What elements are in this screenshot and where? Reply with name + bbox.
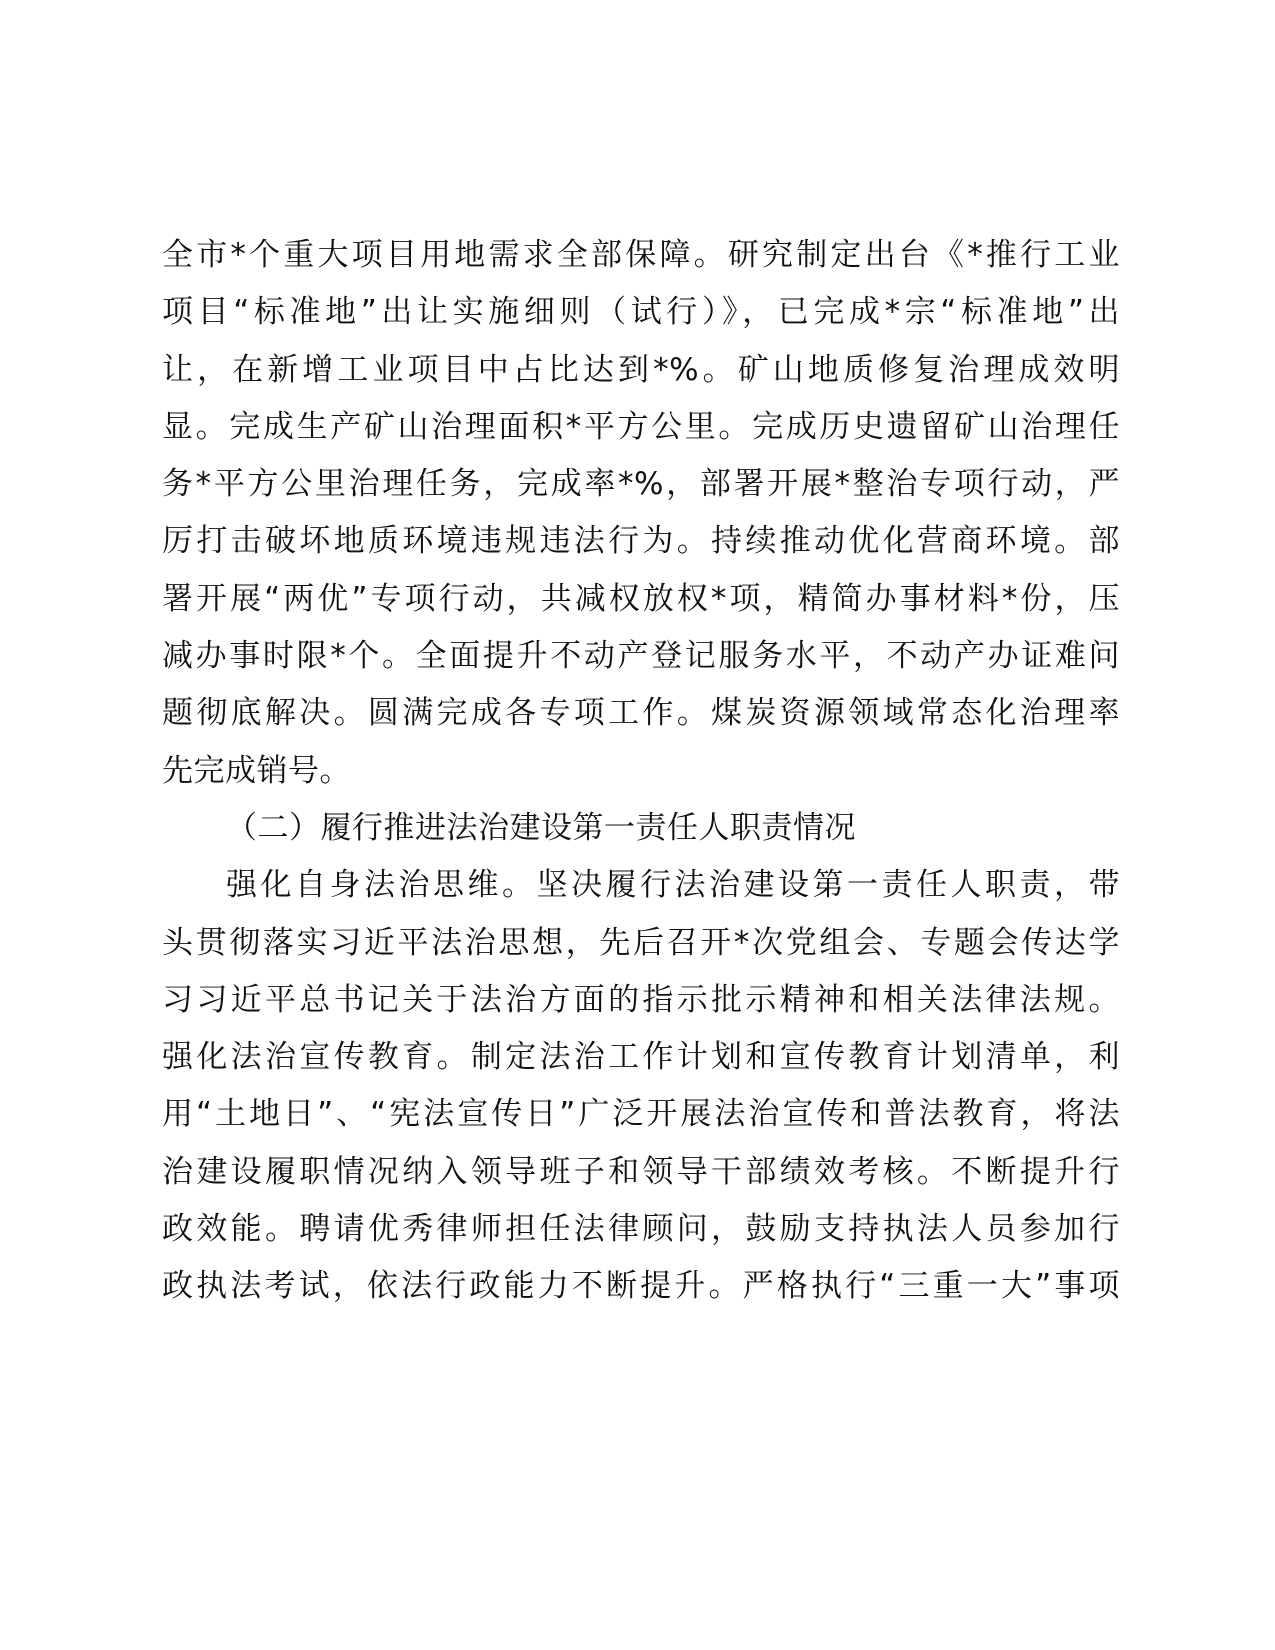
text-line: 政效能。聘请优秀律师担任法律顾问，鼓励支持执法人员参加行 xyxy=(162,1211,1120,1248)
text-line: 让，在新增工业项目中占比达到*%。矿山地质修复治理成效明 xyxy=(162,351,1120,388)
section-heading: （二）履行推进法治建设第一责任人职责情况 xyxy=(226,809,856,846)
text-line: 署开展“两优”专项行动，共减权放权*项，精简办事材料*份，压 xyxy=(162,580,1120,617)
text-line: 显。完成生产矿山治理面积*平方公里。完成历史遗留矿山治理任 xyxy=(162,408,1120,445)
text-line: 题彻底解决。圆满完成各专项工作。煤炭资源领域常态化治理率 xyxy=(162,695,1120,732)
text-line: 治建设履职情况纳入领导班子和领导干部绩效考核。不断提升行 xyxy=(162,1153,1120,1190)
text-line: 务*平方公里治理任务，完成率*%，部署开展*整治专项行动，严 xyxy=(162,466,1120,503)
text-line: 政执法考试，依法行政能力不断提升。严格执行“三重一大”事项 xyxy=(162,1268,1120,1305)
text-line: 项目“标准地”出让实施细则（试行）》，已完成*宗“标准地”出 xyxy=(162,294,1120,331)
document-body xyxy=(162,227,1120,1316)
text-line: 强化法治宣传教育。制定法治工作计划和宣传教育计划清单，利 xyxy=(162,1039,1120,1076)
text-line: 用“土地日”、“宪法宣传日”广泛开展法治宣传和普法教育，将法 xyxy=(162,1096,1120,1133)
text-line: 减办事时限*个。全面提升不动产登记服务水平，不动产办证难问 xyxy=(162,638,1120,675)
text-line: 头贯彻落实习近平法治思想，先后召开*次党组会、专题会传达学 xyxy=(162,924,1120,961)
text-line: 厉打击破坏地质环境违规违法行为。持续推动优化营商环境。部 xyxy=(162,523,1120,560)
text-line: 先完成销号。 xyxy=(162,752,351,789)
text-line: 习习近平总书记关于法治方面的指示批示精神和相关法律法规。 xyxy=(162,981,1120,1018)
text-line: 全市*个重大项目用地需求全部保障。研究制定出台《*推行工业 xyxy=(162,237,1120,273)
text-line: 强化自身法治思维。坚决履行法治建设第一责任人职责，带 xyxy=(226,867,1120,904)
